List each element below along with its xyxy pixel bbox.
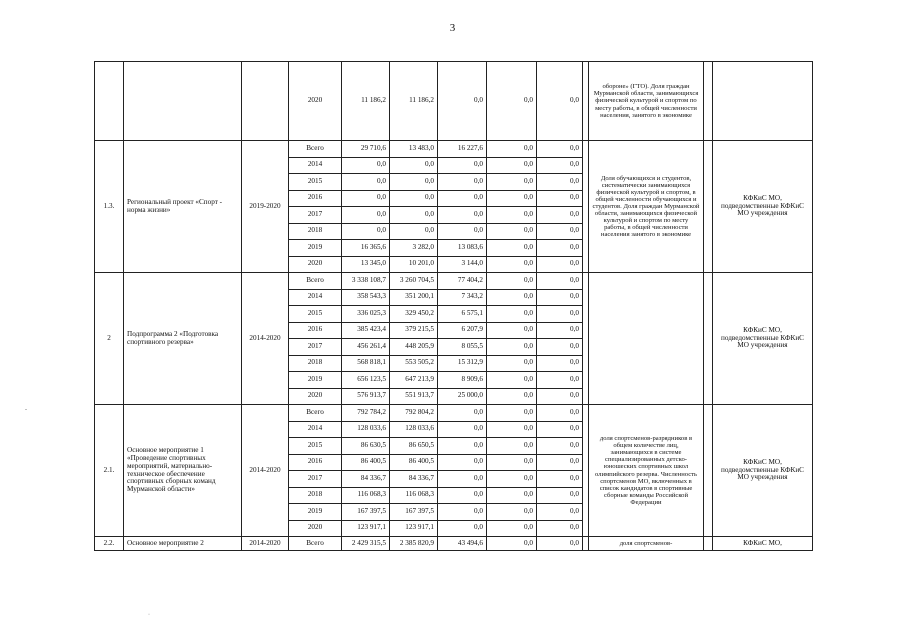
value-cell: 86 400,5 bbox=[390, 454, 438, 471]
value-cell: 11 186,2 bbox=[390, 62, 438, 141]
value-cell: 0,0 bbox=[487, 520, 537, 537]
year-cell: 2015 bbox=[289, 438, 342, 455]
value-cell: 3 260 704,5 bbox=[390, 273, 438, 290]
value-cell: 0,0 bbox=[438, 487, 487, 504]
year-cell: 2014 bbox=[289, 421, 342, 438]
value-cell: 0,0 bbox=[537, 504, 583, 521]
value-cell: 0,0 bbox=[487, 372, 537, 389]
value-cell: 0,0 bbox=[438, 207, 487, 224]
year-cell: Всего bbox=[289, 141, 342, 158]
value-cell: 0,0 bbox=[537, 62, 583, 141]
period-cell bbox=[242, 62, 289, 141]
spacer-cell bbox=[704, 537, 713, 551]
value-cell: 0,0 bbox=[438, 520, 487, 537]
year-cell: 2016 bbox=[289, 190, 342, 207]
value-cell: 329 450,2 bbox=[390, 306, 438, 323]
value-cell: 86 400,5 bbox=[342, 454, 390, 471]
executor-cell: КФКиС МО, подведомственные КФКиС МО учреждения bbox=[713, 141, 813, 273]
value-cell: 0,0 bbox=[438, 438, 487, 455]
year-cell: 2016 bbox=[289, 322, 342, 339]
year-cell: 2018 bbox=[289, 223, 342, 240]
name-cell: Региональный проект «Спорт - норма жизни» bbox=[124, 141, 242, 273]
number-cell: 2.1. bbox=[95, 405, 124, 537]
value-cell: 0,0 bbox=[537, 471, 583, 488]
year-cell: 2020 bbox=[289, 520, 342, 537]
value-cell: 448 205,9 bbox=[390, 339, 438, 356]
table-row bbox=[95, 537, 813, 551]
value-cell: 11 186,2 bbox=[342, 62, 390, 141]
period-cell: 2014-2020 bbox=[242, 405, 289, 537]
year-cell: Всего bbox=[289, 405, 342, 422]
value-cell: 0,0 bbox=[438, 157, 487, 174]
value-cell: 0,0 bbox=[438, 504, 487, 521]
value-cell: 0,0 bbox=[342, 223, 390, 240]
value-cell: 3 338 108,7 bbox=[342, 273, 390, 290]
indicator-cell: доля спортсменов-разрядников в общем количестве лиц, занимающихся в системе специализированных детско-юношеских спортивных школ олимпийского резерва. Численность спортсменов МО, включенных в список кандидатов в спортивные сборные команды Российской Федерации bbox=[589, 405, 704, 537]
year-cell: 2014 bbox=[289, 157, 342, 174]
value-cell: 792 804,2 bbox=[390, 405, 438, 422]
value-cell: 385 423,4 bbox=[342, 322, 390, 339]
value-cell: 0,0 bbox=[537, 388, 583, 405]
value-cell: 351 200,1 bbox=[390, 289, 438, 306]
value-cell: 0,0 bbox=[537, 207, 583, 224]
value-cell: 43 494,6 bbox=[438, 537, 487, 551]
name-cell bbox=[124, 62, 242, 141]
year-cell: 2018 bbox=[289, 487, 342, 504]
margin-mark: - bbox=[25, 407, 27, 413]
year-cell: 2015 bbox=[289, 174, 342, 191]
value-cell: 0,0 bbox=[438, 405, 487, 422]
value-cell: 0,0 bbox=[487, 487, 537, 504]
value-cell: 0,0 bbox=[390, 223, 438, 240]
value-cell: 0,0 bbox=[537, 438, 583, 455]
value-cell: 0,0 bbox=[487, 454, 537, 471]
value-cell: 0,0 bbox=[342, 157, 390, 174]
executor-cell: КФКиС МО, подведомственные КФКиС МО учреждения bbox=[713, 273, 813, 405]
spacer-cell bbox=[704, 273, 713, 405]
value-cell: 553 505,2 bbox=[390, 355, 438, 372]
value-cell: 0,0 bbox=[342, 207, 390, 224]
value-cell: 0,0 bbox=[537, 240, 583, 257]
value-cell: 0,0 bbox=[487, 355, 537, 372]
value-cell: 0,0 bbox=[438, 62, 487, 141]
value-cell: 0,0 bbox=[537, 520, 583, 537]
program-table bbox=[94, 61, 813, 551]
year-cell: 2016 bbox=[289, 454, 342, 471]
number-cell: 1.3. bbox=[95, 141, 124, 273]
table-row bbox=[95, 405, 813, 422]
value-cell: 0,0 bbox=[487, 256, 537, 273]
value-cell: 16 227,6 bbox=[438, 141, 487, 158]
value-cell: 3 282,0 bbox=[390, 240, 438, 257]
value-cell: 568 818,1 bbox=[342, 355, 390, 372]
value-cell: 0,0 bbox=[537, 289, 583, 306]
value-cell: 0,0 bbox=[537, 157, 583, 174]
value-cell: 0,0 bbox=[487, 141, 537, 158]
value-cell: 116 068,3 bbox=[390, 487, 438, 504]
value-cell: 123 917,1 bbox=[390, 520, 438, 537]
value-cell: 0,0 bbox=[438, 471, 487, 488]
value-cell: 123 917,1 bbox=[342, 520, 390, 537]
value-cell: 0,0 bbox=[390, 190, 438, 207]
value-cell: 0,0 bbox=[537, 405, 583, 422]
value-cell: 0,0 bbox=[438, 223, 487, 240]
value-cell: 6 575,1 bbox=[438, 306, 487, 323]
year-cell: 2019 bbox=[289, 372, 342, 389]
value-cell: 7 343,2 bbox=[438, 289, 487, 306]
value-cell: 0,0 bbox=[487, 322, 537, 339]
table-row bbox=[95, 141, 813, 158]
value-cell: 2 429 315,5 bbox=[342, 537, 390, 551]
period-cell: 2014-2020 bbox=[242, 273, 289, 405]
indicator-cell bbox=[589, 273, 704, 405]
value-cell: 0,0 bbox=[537, 322, 583, 339]
value-cell: 551 913,7 bbox=[390, 388, 438, 405]
value-cell: 0,0 bbox=[537, 190, 583, 207]
period-cell: 2014-2020 bbox=[242, 537, 289, 551]
executor-cell: КФКиС МО, bbox=[713, 537, 813, 551]
value-cell: 0,0 bbox=[537, 141, 583, 158]
value-cell: 0,0 bbox=[342, 174, 390, 191]
value-cell: 86 650,5 bbox=[390, 438, 438, 455]
value-cell: 0,0 bbox=[537, 355, 583, 372]
value-cell: 358 543,3 bbox=[342, 289, 390, 306]
executor-cell: КФКиС МО, подведомственные КФКиС МО учреждения bbox=[713, 405, 813, 537]
number-cell bbox=[95, 62, 124, 141]
margin-mark: · bbox=[148, 612, 150, 618]
value-cell: 13 345,0 bbox=[342, 256, 390, 273]
value-cell: 29 710,6 bbox=[342, 141, 390, 158]
value-cell: 0,0 bbox=[487, 207, 537, 224]
spacer-cell bbox=[704, 141, 713, 273]
value-cell: 0,0 bbox=[537, 306, 583, 323]
value-cell: 0,0 bbox=[537, 223, 583, 240]
value-cell: 0,0 bbox=[537, 256, 583, 273]
number-cell: 2 bbox=[95, 273, 124, 405]
number-cell: 2.2. bbox=[95, 537, 124, 551]
value-cell: 0,0 bbox=[438, 174, 487, 191]
indicator-cell: доля спортсменов- bbox=[589, 537, 704, 551]
value-cell: 0,0 bbox=[487, 190, 537, 207]
value-cell: 0,0 bbox=[537, 487, 583, 504]
value-cell: 0,0 bbox=[390, 157, 438, 174]
year-cell: 2017 bbox=[289, 471, 342, 488]
value-cell: 0,0 bbox=[487, 223, 537, 240]
name-cell: Основное мероприятие 2 bbox=[124, 537, 242, 551]
value-cell: 0,0 bbox=[487, 504, 537, 521]
value-cell: 0,0 bbox=[487, 306, 537, 323]
value-cell: 86 630,5 bbox=[342, 438, 390, 455]
value-cell: 84 336,7 bbox=[342, 471, 390, 488]
value-cell: 8 055,5 bbox=[438, 339, 487, 356]
value-cell: 10 201,0 bbox=[390, 256, 438, 273]
value-cell: 128 033,6 bbox=[390, 421, 438, 438]
value-cell: 0,0 bbox=[390, 207, 438, 224]
value-cell: 0,0 bbox=[487, 537, 537, 551]
year-cell: 2014 bbox=[289, 289, 342, 306]
spacer-cell bbox=[704, 405, 713, 537]
year-cell: 2017 bbox=[289, 339, 342, 356]
table-row bbox=[95, 62, 813, 141]
value-cell: 0,0 bbox=[487, 405, 537, 422]
value-cell: 25 000,0 bbox=[438, 388, 487, 405]
value-cell: 0,0 bbox=[537, 454, 583, 471]
year-cell: 2018 bbox=[289, 355, 342, 372]
year-cell: 2015 bbox=[289, 306, 342, 323]
value-cell: 128 033,6 bbox=[342, 421, 390, 438]
value-cell: 0,0 bbox=[438, 454, 487, 471]
page-number: 3 bbox=[449, 22, 456, 34]
value-cell: 77 404,2 bbox=[438, 273, 487, 290]
value-cell: 0,0 bbox=[342, 190, 390, 207]
value-cell: 3 144,0 bbox=[438, 256, 487, 273]
executor-cell bbox=[713, 62, 813, 141]
table-row bbox=[95, 273, 813, 290]
value-cell: 0,0 bbox=[537, 273, 583, 290]
value-cell: 336 025,3 bbox=[342, 306, 390, 323]
year-cell: Всего bbox=[289, 537, 342, 551]
value-cell: 0,0 bbox=[487, 388, 537, 405]
value-cell: 13 483,0 bbox=[390, 141, 438, 158]
value-cell: 456 261,4 bbox=[342, 339, 390, 356]
value-cell: 0,0 bbox=[537, 339, 583, 356]
value-cell: 0,0 bbox=[487, 174, 537, 191]
value-cell: 647 213,9 bbox=[390, 372, 438, 389]
value-cell: 792 784,2 bbox=[342, 405, 390, 422]
year-cell: 2020 bbox=[289, 388, 342, 405]
indicator-cell: Доля обучающихся и студентов, систематически занимающихся физической культурой и спортом, в общей численности обучающихся и студентов. Доля граждан Мурманской области, занимающихся физической культурой и спортом по месту работы, в общей численности населения занятого в экономике bbox=[589, 141, 704, 273]
value-cell: 8 909,6 bbox=[438, 372, 487, 389]
value-cell: 0,0 bbox=[537, 174, 583, 191]
value-cell: 0,0 bbox=[487, 62, 537, 141]
period-cell: 2019-2020 bbox=[242, 141, 289, 273]
spacer-cell bbox=[704, 62, 713, 141]
value-cell: 0,0 bbox=[487, 240, 537, 257]
year-cell: 2019 bbox=[289, 240, 342, 257]
value-cell: 576 913,7 bbox=[342, 388, 390, 405]
name-cell: Подпрограмма 2 «Подготовка спортивного резерва» bbox=[124, 273, 242, 405]
value-cell: 0,0 bbox=[537, 372, 583, 389]
value-cell: 6 207,9 bbox=[438, 322, 487, 339]
value-cell: 167 397,5 bbox=[390, 504, 438, 521]
year-cell: 2017 bbox=[289, 207, 342, 224]
value-cell: 0,0 bbox=[390, 174, 438, 191]
value-cell: 13 083,6 bbox=[438, 240, 487, 257]
value-cell: 84 336,7 bbox=[390, 471, 438, 488]
value-cell: 167 397,5 bbox=[342, 504, 390, 521]
value-cell: 656 123,5 bbox=[342, 372, 390, 389]
year-cell: Всего bbox=[289, 273, 342, 290]
value-cell: 15 312,9 bbox=[438, 355, 487, 372]
value-cell: 16 365,6 bbox=[342, 240, 390, 257]
value-cell: 0,0 bbox=[487, 339, 537, 356]
value-cell: 379 215,5 bbox=[390, 322, 438, 339]
value-cell: 0,0 bbox=[487, 421, 537, 438]
year-cell: 2020 bbox=[289, 256, 342, 273]
value-cell: 0,0 bbox=[537, 537, 583, 551]
value-cell: 0,0 bbox=[438, 421, 487, 438]
year-cell: 2020 bbox=[289, 62, 342, 141]
value-cell: 116 068,3 bbox=[342, 487, 390, 504]
value-cell: 0,0 bbox=[487, 289, 537, 306]
year-cell: 2019 bbox=[289, 504, 342, 521]
value-cell: 0,0 bbox=[487, 157, 537, 174]
value-cell: 0,0 bbox=[487, 438, 537, 455]
value-cell: 0,0 bbox=[487, 471, 537, 488]
value-cell: 2 385 820,9 bbox=[390, 537, 438, 551]
value-cell: 0,0 bbox=[438, 190, 487, 207]
name-cell: Основное мероприятие 1 «Проведение спортивных мероприятий, материально-техническое обеспечение спортивных сборных команд Мурманской области» bbox=[124, 405, 242, 537]
value-cell: 0,0 bbox=[537, 421, 583, 438]
value-cell: 0,0 bbox=[487, 273, 537, 290]
indicator-cell: обороне» (ГТО). Доля граждан Мурманской области, занимающихся физической культурой и спортом по месту работы, в общей численности населения, занятого в экономике bbox=[589, 62, 704, 141]
